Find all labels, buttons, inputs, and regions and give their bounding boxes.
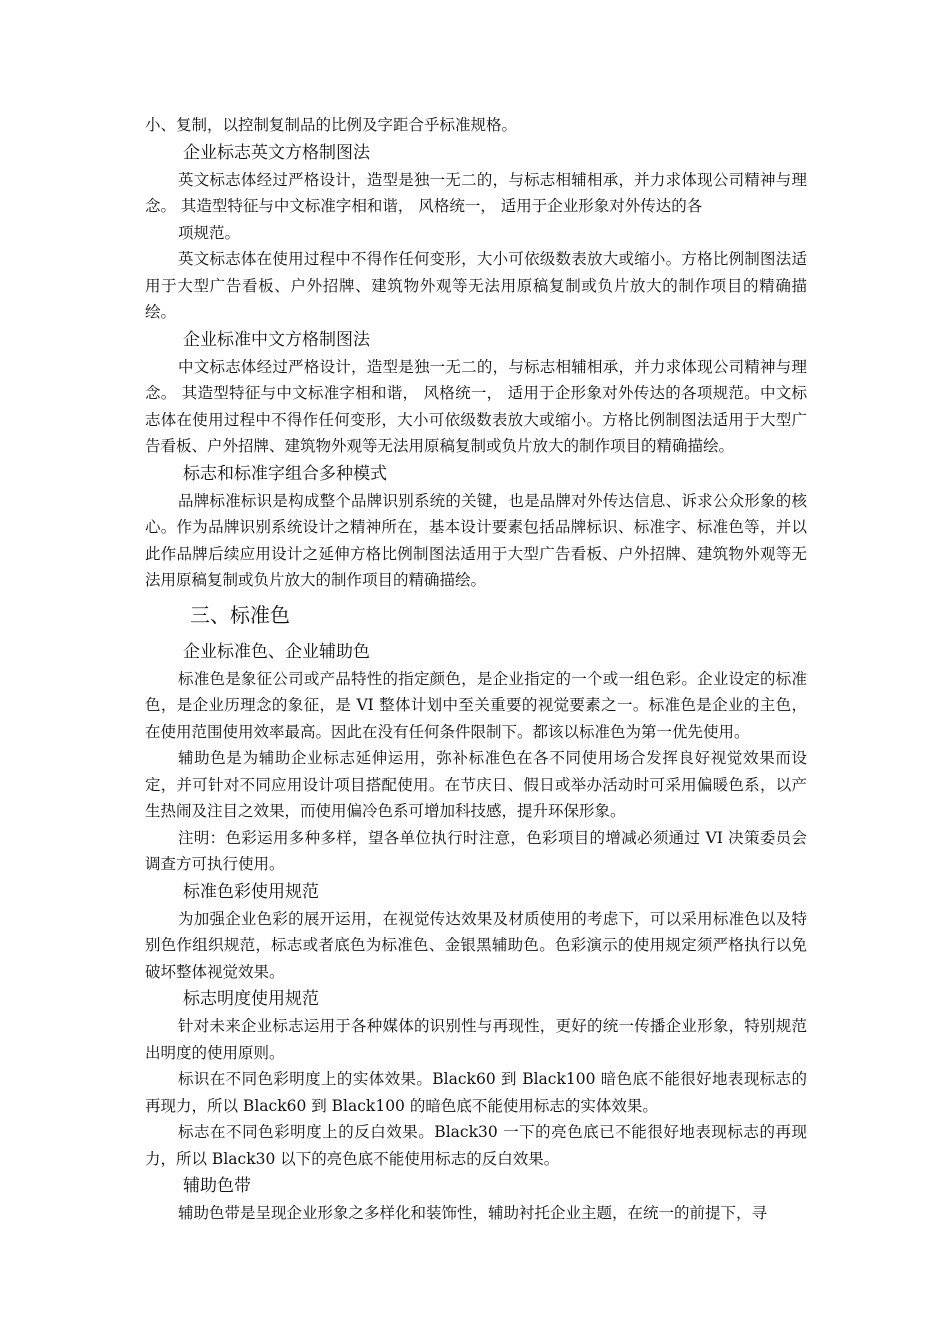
heading-chinese-grid-method: 企业标准中文方格制图法 <box>183 329 370 350</box>
paragraph-standard-color: 标准色是象征公司或产品特性的指定颜色，是企业指定的一个或一组色彩。企业设定的标准色，是企业历理念的象征，是 VI 整体计划中至关重要的视觉要素之一。标准色是企业的主色，在使用范围使用效率最高。因此在没有任何条件限制下。都该以标准色为第一优先使用。 <box>145 669 807 741</box>
paragraph-brand-identity: 品牌标准标识是构成整个品牌识别系统的关键，也是品牌对外传达信息、诉求公众形象的核心。作为品牌识别系统设计之精神所在，基本设计要素包括品牌标识、标准字、标准色等，并以此作品牌后续应用设计之延伸方格比例制图法适用于大型广告看板、户外招牌、建筑物外观等无法用原稿复制或负片放大的制作项目的精确描绘。 <box>145 491 807 589</box>
heading-english-grid-method: 企业标志英文方格制图法 <box>183 142 370 163</box>
paragraph-brightness-principle: 针对未来企业标志运用于各种媒体的识别性与再现性，更好的统一传播企业形象，特别规范出明度的使用原则。 <box>145 1017 807 1062</box>
paragraph-continuation: 小、复制，以控制复制品的比例及字距合乎标准规格。 <box>145 116 518 134</box>
heading-standard-auxiliary-color: 企业标准色、企业辅助色 <box>183 641 370 662</box>
heading-logo-combination: 标志和标准字组合多种模式 <box>183 463 387 484</box>
paragraph-solid-effect: 标识在不同色彩明度上的实体效果。Black60 到 Black100 暗色底不能很好地表现标志的再现力，所以 Black60 到 Black100 的暗色底不能使用标志的实体效果。 <box>145 1070 807 1115</box>
heading-brightness-rules: 标志明度使用规范 <box>183 989 319 1009</box>
paragraph-color-band: 辅助色带是呈现企业形象之多样化和装饰性，辅助衬托企业主题，在统一的前提下，寻 <box>178 1204 768 1222</box>
section-title-standard-color: 三、标准色 <box>190 602 290 627</box>
paragraph-note: 注明：色彩运用多种多样，望各单位执行时注意，色彩项目的增减必须通过 VI 决策委员会调查方可执行使用。 <box>145 828 807 873</box>
document-page <box>145 112 807 1227</box>
paragraph-reverse-effect: 标志在不同色彩明度上的反白效果。Black30 一下的亮色底已不能很好地表现标志的再现力，所以 Black30 以下的亮色底不能使用标志的反白效果。 <box>145 1123 807 1168</box>
paragraph-english-logo-design: 英文标志体经过严格设计，造型是独一无二的，与标志相辅相承，并力求体现公司精神与理念。 其造型特征与中文标准字相和谐， 风格统一， 适用于企业形象对外传达的各 <box>145 170 807 215</box>
heading-auxiliary-color-band: 辅助色带 <box>183 1176 251 1196</box>
paragraph-english-logo-design-end: 项规范。 <box>178 223 241 242</box>
paragraph-color-usage: 为加强企业色彩的展开运用，在视觉传达效果及材质使用的考虑下，可以采用标准色以及特别色作组织规范，标志或者底色为标准色、金银黑辅助色。色彩演示的使用规定须严格执行以免破坏整体视觉效果。 <box>145 909 807 981</box>
paragraph-auxiliary-color: 辅助色是为辅助企业标志延伸运用，弥补标准色在各不同使用场合发挥良好视觉效果而设定，并可针对不同应用设计项目搭配使用。在节庆日、假日或举办活动时可采用偏暖色系，以产生热闹及注目之效果，而使用偏冷色系可增加科技感，提升环保形象。 <box>145 749 807 820</box>
heading-color-usage-rules: 标准色彩使用规范 <box>183 881 319 902</box>
paragraph-english-logo-usage: 英文标志体在使用过程中不得作任何变形，大小可依级数表放大或缩小。方格比例制图法适用于大型广告看板、户外招牌、建筑物外观等无法用原稿复制或负片放大的制作项目的精确描绘。 <box>145 250 807 321</box>
paragraph-chinese-logo: 中文标志体经过严格设计，造型是独一无二的，与标志相辅相承，并力求体现公司精神与理念。 其造型特征与中文标准字相和谐， 风格统一， 适用于企形象对外传达的各项规范。中文标志体在使用过程中不得作任何变形，大小可依级数表放大或缩小。方格比例制图法适用于大型广告看板、户外招牌、建筑物外观等无法用原稿复制或负片放大的制作项目的精确描绘。 <box>145 357 807 455</box>
